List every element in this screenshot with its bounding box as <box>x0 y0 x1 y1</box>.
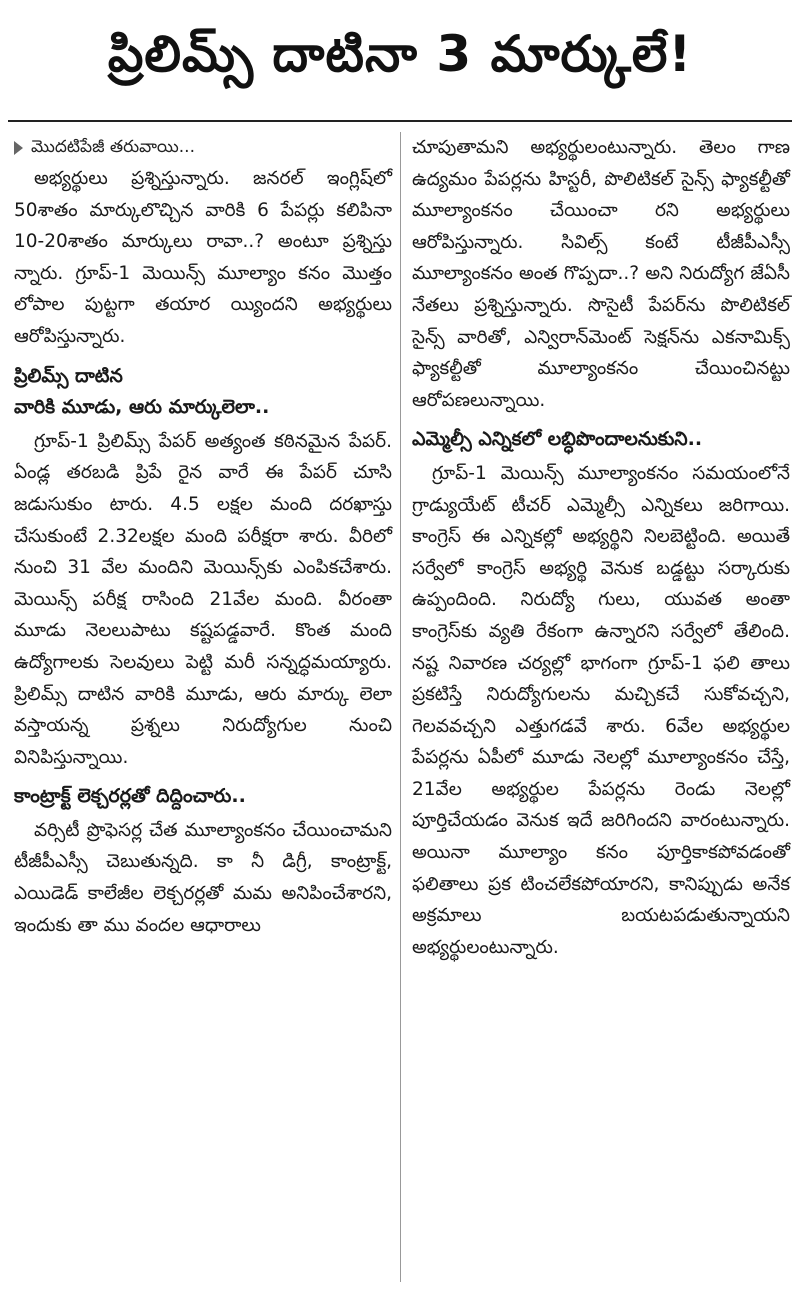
paragraph: గ్రూప్-1 మెయిన్స్ మూల్యాంకనం సమయంలోనే గ్రాడ్యుయేట్ టీచర్ ఎమ్మెల్సీ ఎన్నికలు జరిగాయి. కాంగ్రెస్ ఈ ఎన్నికల్లో అభ్యర్థిని నిలబెట్టింది. అయితే సర్వేలో కాంగ్రెస్ అభ్యర్థి వెనుక బడ్డట్టు సర్కారుకు ఉప్పందింది. నిరుద్యో గులు, యువత అంతా కాంగ్రెస్‌కు వ్యతి రేకంగా ఉన్నారని సర్వేలో తేలింది. నష్ట నివారణ చర్యల్లో భాగంగా గ్రూప్-1 ఫలి తాలు ప్రకటిస్తే నిరుద్యోగులను మచ్చికచే సుకోవచ్చని, గెలవవచ్చని ఎత్తుగడవే శారు. 6వేల అభ్యర్థుల పేపర్లను ఏపీలో మూడు నెలల్లో మూల్యాంకనం చేస్తే, 21వేల అభ్యర్థుల పేపర్లను రెండు నెలల్లో పూర్తిచేయడం వెనుక ఇదే జరిగిందని వారంటున్నారు. అయినా మూల్యాం కనం పూర్తికాకపోవడంతో ఫలితాలు ప్రక టించలేకపోయారని, కానిప్పుడు అనేక అక్రమాలు బయటపడుతున్నాయని అభ్యర్థులంటున్నారు. <box>412 462 790 958</box>
subheading-line: వారికి మూడు, ఆరు మార్కులెలా.. <box>14 396 270 419</box>
column-divider <box>400 132 401 1282</box>
kicker-text: మొదటిపేజీ తరువాయి... <box>31 136 195 157</box>
continuation-kicker <box>14 132 392 163</box>
subheading-line: ప్రిలిమ్స్ దాటిన <box>14 364 123 387</box>
paragraph: గ్రూప్-1 ప్రిలిమ్స్ పేపర్ అత్యంత కఠినమైన పేపర్. ఏండ్ల తరబడి ప్రిపే రైన వారే ఈ పేపర్ చూసి జడుసుకుం టారు. 4.5 లక్షల మంది దరఖాస్తు చేసుకుంటే 2.32లక్షల మంది పరీక్షరా శారు. వీరిలో నుంచి 31 వేల మందిని మెయిన్స్‌కు ఎంపికచేశారు. మెయిన్స్ పరీక్ష రాసింది 21వేల మంది. వీరంతా మూడు నెలలుపాటు కష్టపడ్డవారే. కొంత మంది ఉద్యోగాలకు సెలవులు పెట్టి మరీ సన్నద్ధమయ్యారు. ప్రిలిమ్స్ దాటిన వారికి మూడు, ఆరు మార్కు లెలా వస్తాయన్న ప్రశ్నలు నిరుద్యోగుల నుంచి వినిపిస్తున్నాయి. <box>14 430 392 768</box>
paragraph: అభ్యర్థులు ప్రశ్నిస్తున్నారు. జనరల్ ఇంగ్లిష్‌లో 50శాతం మార్కులొచ్చిన వారికి 6 పేపర్లు కలిపినా 10-20శాతం మార్కులు రావా..? అంటూ ప్రశ్నిస్తు న్నారు. గ్రూప్-1 మెయిన్స్ మూల్యాం కనం మొత్తం లోపాల పుట్టగా తయార య్యిందని అభ్యర్థులు ఆరోపిస్తున్నారు. <box>14 168 392 347</box>
left-column <box>14 132 392 941</box>
chevron-right-icon <box>14 141 23 155</box>
subheading <box>14 361 392 424</box>
subheading: ఎమ్మెల్సీ ఎన్నికలో లబ్ధిపొందాలనుకుని.. <box>412 428 703 451</box>
headline: ప్రిలిమ్స్ దాటినా 3 మార్కులే! <box>107 24 693 83</box>
paragraph: చూపుతామని అభ్యర్థులంటున్నారు. తెలం గాణ ఉద్యమం పేపర్లను హిస్టరీ, పొలిటికల్ సైన్స్ ఫ్యాకల్టీతో మూల్యాంకనం చేయించా రని అభ్యర్థులు ఆరోపిస్తున్నారు. సివిల్స్ కంటే టీజీపీఎస్సీ మూల్యాంకనం అంత గొప్పదా..? అని నిరుద్యోగ జేఏసీ నేతలు ప్రశ్నిస్తున్నారు. సొసైటీ పేపర్‌ను పొలిటికల్ సైన్స్ వారితో, ఎన్విరాన్‌మెంట్ సెక్షన్‌ను ఎకనామిక్స్ ఫ్యాకల్టీతో మూల్యాంకనం చేయించినట్టు ఆరోపణలున్నాయి. <box>412 137 790 411</box>
subheading: కాంట్రాక్ట్ లెక్చరర్లతో దిద్దించారు.. <box>14 785 246 808</box>
right-column <box>412 132 790 963</box>
headline-rule <box>8 120 792 122</box>
paragraph: వర్సిటీ ప్రొఫెసర్ల చేత మూల్యాంకనం చేయించామని టీజీపీఎస్సీ చెబుతున్నది. కా నీ డిగ్రీ, కాంట్రాక్ట్, ఎయిడెడ్ కాలేజీల లెక్చరర్లతో మమ అనిపించేశారని, ఇందుకు తా ము వందల ఆధారాలు <box>14 819 392 936</box>
